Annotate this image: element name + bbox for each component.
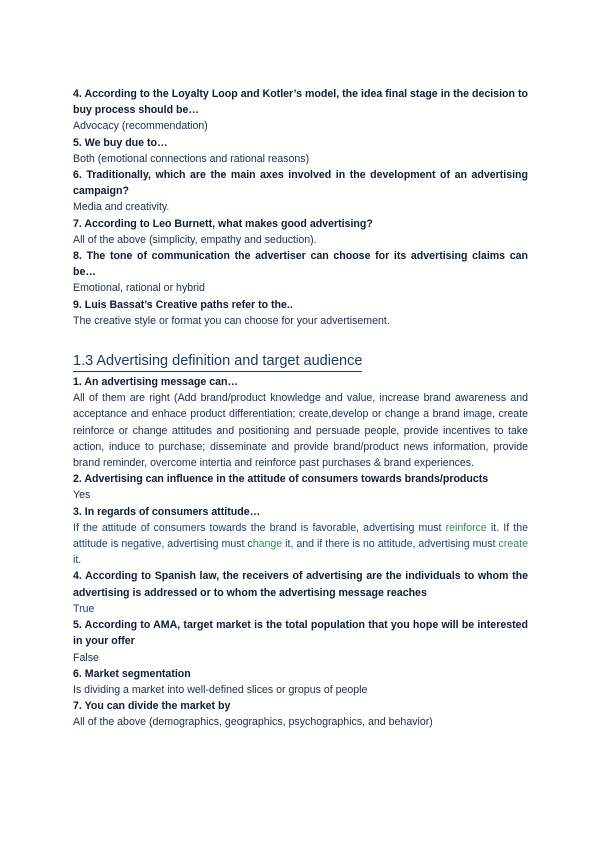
answer-8: Emotional, rational or hybrid xyxy=(73,282,205,295)
answer-3-text-4: it. xyxy=(73,554,82,567)
s2-question-4: 4. According to Spanish law, the receivers of advertising are the individuals to whom the advertising is addressed or to whom the advertising message reaches xyxy=(73,570,528,599)
question-8: 8. The tone of communication the advertiser can choose for its advertising claims can be… xyxy=(73,250,528,279)
s2-answer-4: True xyxy=(73,602,95,615)
question-4: 4. According to the Loyalty Loop and Kotler’s model, the idea final stage in the decision to buy process should be… xyxy=(73,88,528,117)
s2-answer-5: False xyxy=(73,651,99,664)
answer-9: The creative style or format you can choose for your advertisement. xyxy=(73,314,390,327)
s2-answer-3 xyxy=(73,520,528,569)
question-5: 5. We buy due to… xyxy=(73,136,168,149)
highlight-change: hange xyxy=(252,538,283,551)
section-heading: 1.3 Advertising definition and target audience xyxy=(73,351,362,372)
document-page xyxy=(73,86,528,731)
answer-5: Both (emotional connections and rational reasons) xyxy=(73,152,310,165)
highlight-reinforce: reinforce xyxy=(445,521,487,534)
answer-4: Advocacy (recommendation) xyxy=(73,120,208,133)
s2-question-6: 6. Market segmentation xyxy=(73,667,191,680)
s2-question-2: 2. Advertising can influence in the attitude of consumers towards brands/products xyxy=(73,473,489,486)
s2-answer-2: Yes xyxy=(73,489,91,502)
answer-3-text-3: it, and if there is no attitude, advertising must xyxy=(282,538,499,551)
answer-7: All of the above (simplicity, empathy and seduction). xyxy=(73,233,317,246)
question-9: 9. Luis Bassat’s Creative paths refer to the.. xyxy=(73,298,293,311)
highlight-create: create xyxy=(498,538,528,551)
answer-6: Media and creativity. xyxy=(73,201,170,214)
s2-question-7: 7. You can divide the market by xyxy=(73,700,231,713)
question-7: 7. According to Leo Burnett, what makes good advertising? xyxy=(73,217,373,230)
s2-answer-6: Is dividing a market into well-defined slices or gropus of people xyxy=(73,683,368,696)
answer-3-text-2: it. If the attitude is negative, advertising must c xyxy=(73,521,528,551)
s2-question-3: 3. In regards of consumers attitude… xyxy=(73,505,261,518)
s2-answer-1: All of them are right (Add brand/product knowledge and value, increase brand awareness and acceptance and enhace product differentiation; create,develop or change a brand image, create reinforce or change attitudes and positioning and persuade people, provide incentives to take action, induce to purchase; disseminate and provide brand/product news information, provide brand reminder, overcome intertia and reinforce past purchases & brand experiences. xyxy=(73,392,528,470)
s2-question-5: 5. According to AMA, target market is the total population that you hope will be interested in your offer xyxy=(73,619,528,648)
s2-question-1: 1. An advertising message can… xyxy=(73,376,239,389)
question-6: 6. Traditionally, which are the main axes involved in the development of an advertising campaign? xyxy=(73,169,528,198)
answer-3-text-1: If the attitude of consumers towards the brand is favorable, advertising must xyxy=(73,521,446,534)
s2-answer-7: All of the above (demographics, geographics, psychographics, and behavior) xyxy=(73,716,433,729)
